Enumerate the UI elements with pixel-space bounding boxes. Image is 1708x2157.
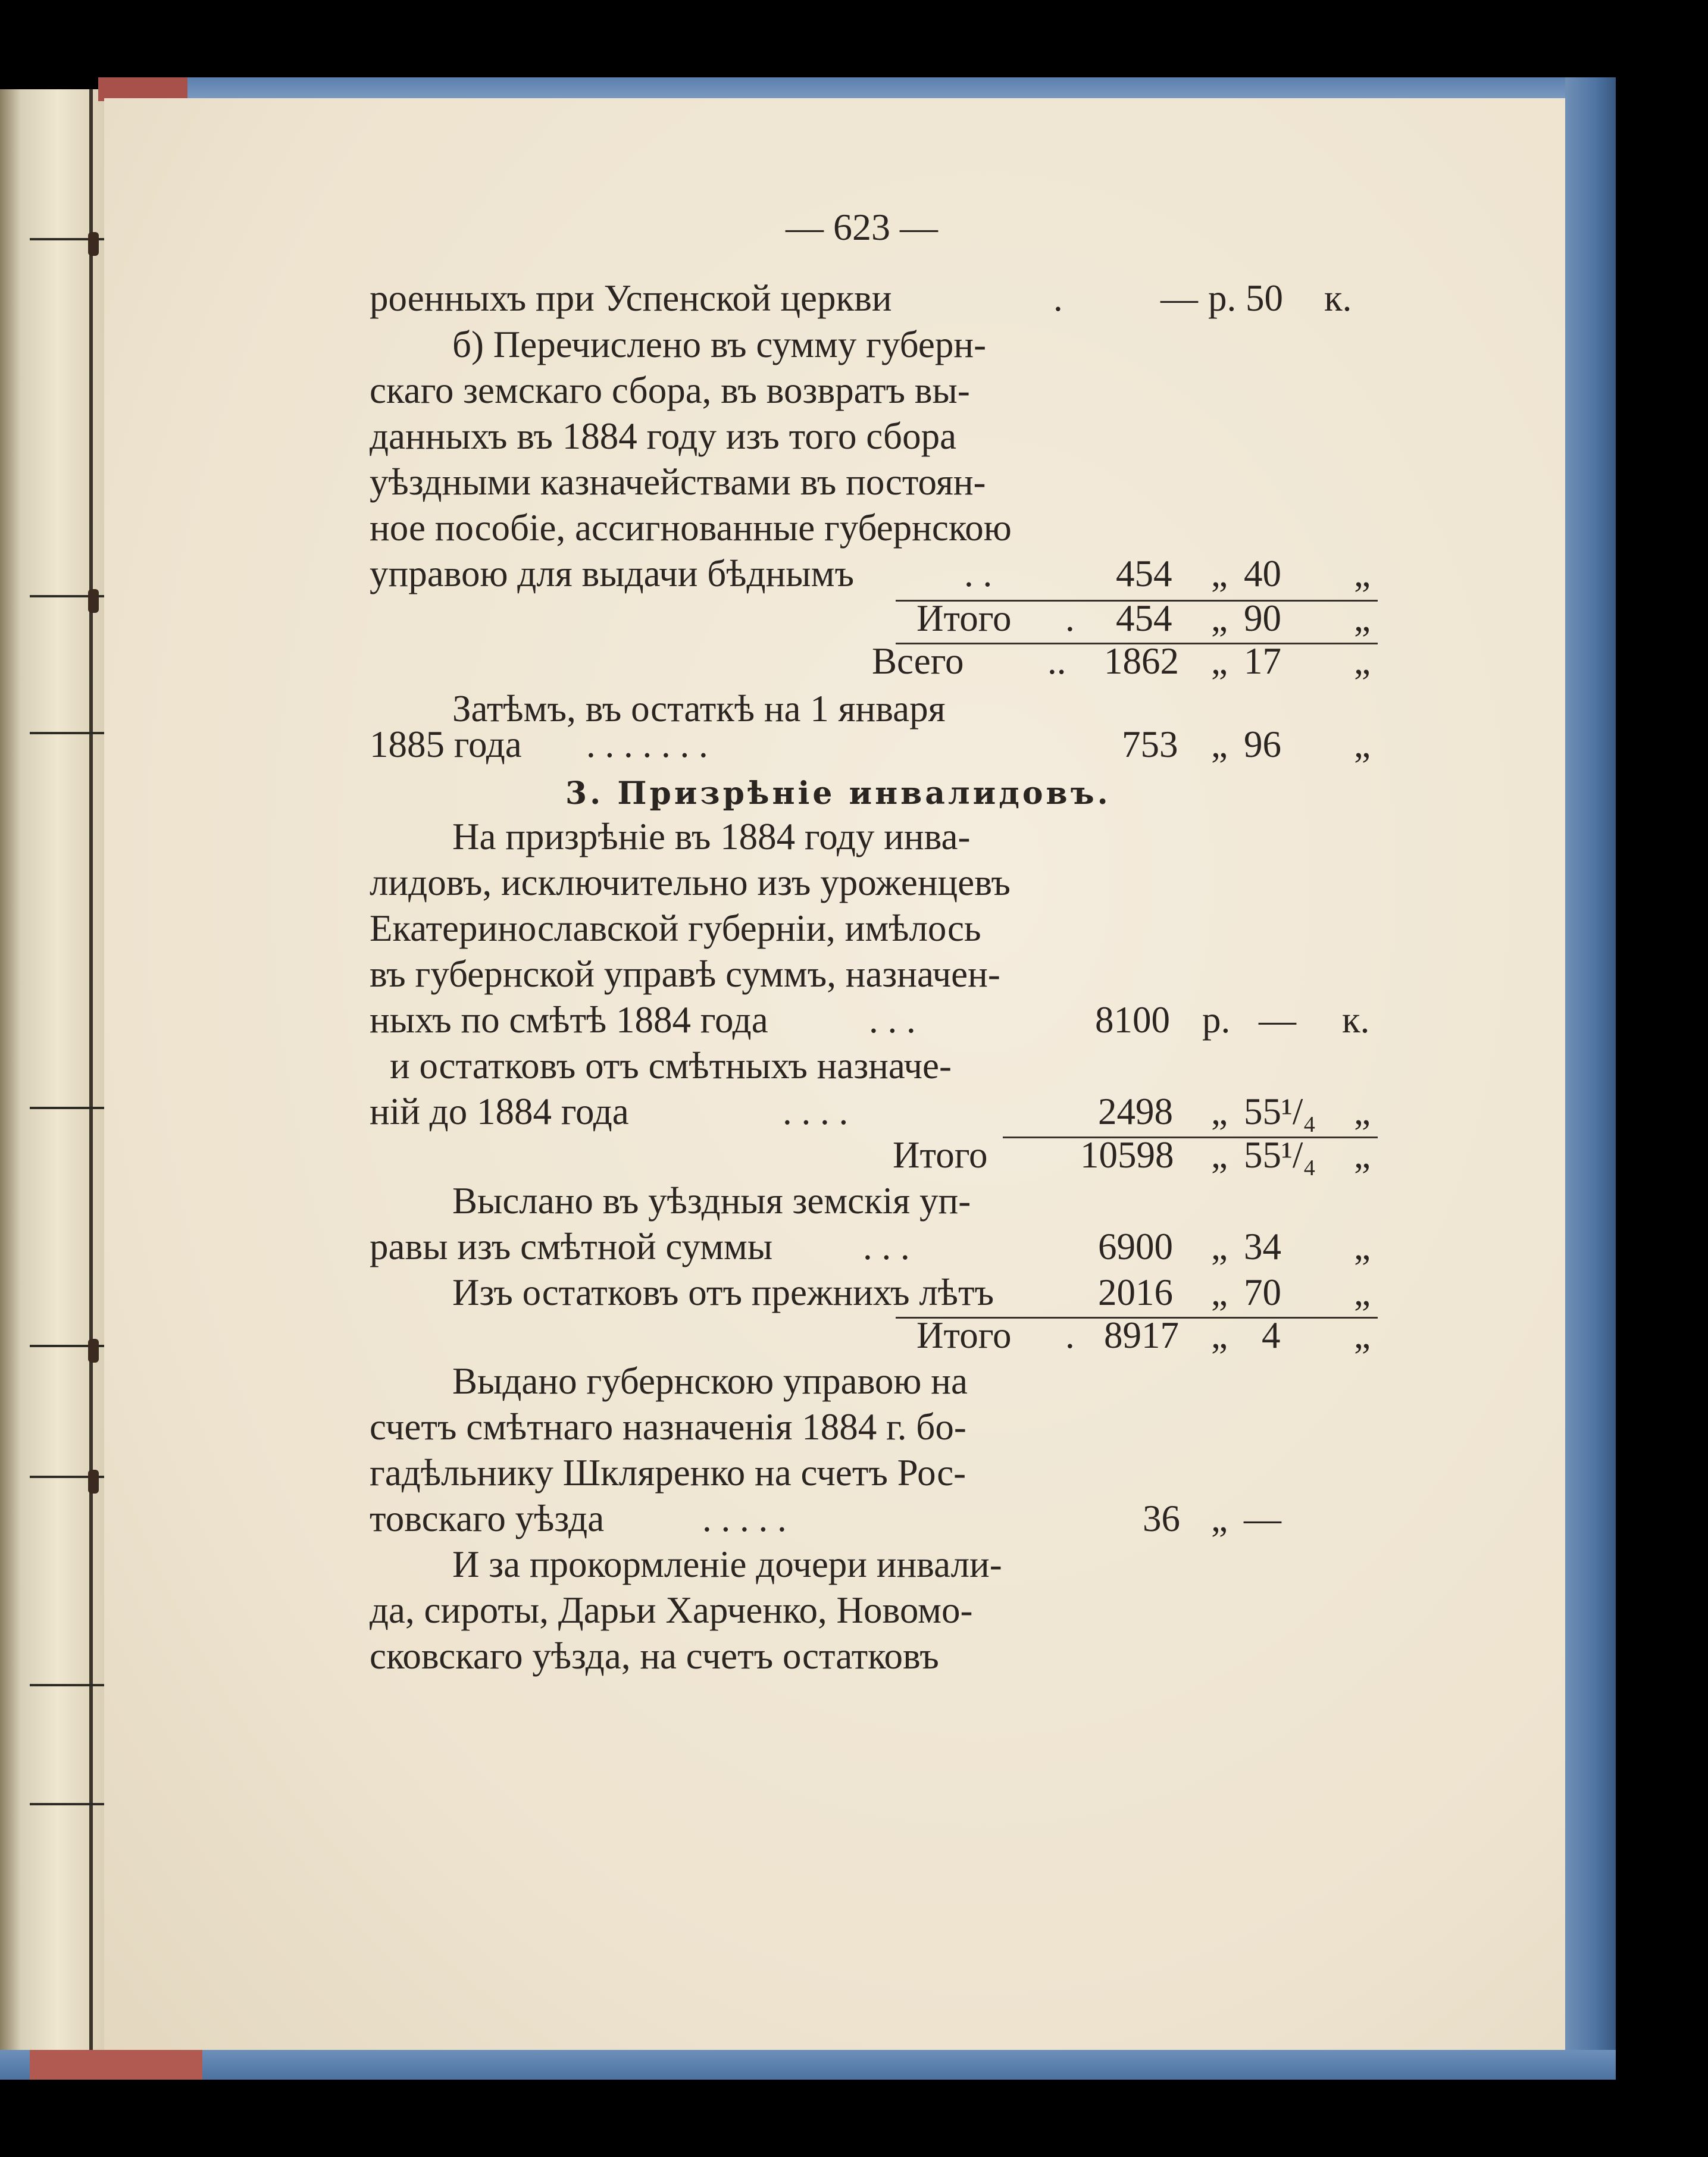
- leader-dots: . . . . . . .: [586, 724, 708, 765]
- amount-kopecks: 40: [1244, 553, 1281, 594]
- book-page: [104, 98, 1565, 2050]
- spine-fold: [89, 89, 93, 2080]
- text-line: и остатковъ отъ смѣтныхъ назначе-: [390, 1045, 952, 1087]
- ditto-mark: „: [1354, 553, 1371, 594]
- leader-dots: . . .: [863, 1226, 910, 1267]
- amount-rubles: 454: [1116, 553, 1172, 594]
- section-heading: 3. Призрѣніе инвалидовъ.: [565, 775, 1111, 812]
- currency-unit: к.: [1342, 999, 1370, 1041]
- amount-kopecks: —: [1244, 1498, 1281, 1539]
- bleed-through-text: [1384, 378, 1491, 1865]
- text-line: Екатеринославской губерніи, имѣлось: [370, 907, 981, 949]
- ditto-mark: „: [1211, 1134, 1228, 1176]
- text-line: Изъ остатковъ отъ прежнихъ лѣтъ: [452, 1272, 994, 1313]
- ditto-mark: „: [1354, 640, 1371, 682]
- amount-rubles: —: [1160, 277, 1198, 319]
- sum-rule: [1003, 1137, 1378, 1138]
- ditto-mark: „: [1211, 1314, 1228, 1356]
- amount-kopecks: —: [1259, 999, 1296, 1041]
- page-number: — 623 —: [786, 206, 938, 248]
- currency-unit: к.: [1324, 277, 1352, 319]
- text-line: данныхъ въ 1884 году изъ того сбора: [370, 415, 957, 457]
- ditto-mark: „: [1211, 724, 1228, 765]
- text-line: товскаго уѣзда: [370, 1498, 605, 1539]
- amount-kopecks: 4: [1262, 1314, 1281, 1356]
- text-line: ныхъ по смѣтѣ 1884 года: [370, 999, 768, 1041]
- leader-dots: . . . .: [783, 1091, 849, 1132]
- amount-value: р. 50: [1208, 277, 1283, 319]
- amount-rubles: 8100: [1095, 999, 1170, 1041]
- text-line: въ губернской управѣ суммъ, назначен-: [370, 953, 1000, 995]
- cover-corner: [98, 77, 187, 101]
- ditto-mark: „: [1211, 640, 1228, 682]
- binding-knot: [88, 232, 99, 256]
- text-line: гадѣльнику Шкляренко на счетъ Рос-: [370, 1452, 966, 1494]
- total-label: Итого: [916, 597, 1012, 639]
- leader-dots: .: [1065, 1314, 1075, 1356]
- binding-knot: [88, 1470, 99, 1494]
- text-line: На призрѣніе въ 1884 году инва-: [452, 816, 971, 857]
- cover-edge-bottom: [0, 2050, 1616, 2080]
- ditto-mark: „: [1211, 1091, 1228, 1132]
- amount-rubles: 2016: [1098, 1272, 1173, 1313]
- text-line: управою для выдачи бѣднымъ: [370, 553, 855, 594]
- text-line: Затѣмъ, въ остаткѣ на 1 января: [452, 688, 946, 730]
- text-line: да, сироты, Дарьи Харченко, Новомо-: [370, 1589, 973, 1631]
- amount-rubles: 2498: [1098, 1091, 1173, 1132]
- text-line: Выслано въ уѣздныя земскія уп-: [452, 1180, 971, 1222]
- text-line: лидовъ, исключительно изъ уроженцевъ: [370, 862, 1011, 903]
- text-line: счетъ смѣтнаго назначенія 1884 г. бо-: [370, 1406, 966, 1448]
- leader-dots: . . .: [869, 999, 916, 1041]
- amount-kopecks: 34: [1244, 1226, 1281, 1267]
- amount-rubles: 1862: [1104, 640, 1179, 682]
- text-line: уѣздными казначействами въ постоян-: [370, 461, 986, 503]
- leader-dots: .: [1065, 597, 1075, 639]
- ditto-mark: „: [1354, 597, 1371, 639]
- ditto-mark: „: [1211, 553, 1228, 594]
- text-line: Выдано губернскою управою на: [452, 1360, 968, 1402]
- amount-kopecks: 70: [1244, 1272, 1281, 1313]
- binding-knot: [88, 589, 99, 613]
- amount-kopecks: 96: [1244, 724, 1281, 765]
- amount-kopecks: 55¹/₄: [1244, 1091, 1316, 1132]
- text-line: 1885 года: [370, 724, 522, 765]
- book-spine-left: [0, 89, 104, 2080]
- ditto-mark: „: [1211, 597, 1228, 639]
- ditto-mark: „: [1211, 1226, 1228, 1267]
- leader-dots: . . . . .: [702, 1498, 787, 1539]
- total-label: Итого: [893, 1134, 988, 1176]
- ditto-mark: „: [1211, 1272, 1228, 1313]
- leader-dots: ..: [1047, 640, 1066, 682]
- text-line: И за прокормленіе дочери инвали-: [452, 1544, 1002, 1585]
- amount-rubles: 753: [1122, 724, 1178, 765]
- grand-total-label: Всего: [872, 640, 964, 682]
- text-line: б) Перечислено въ сумму губерн-: [452, 324, 987, 365]
- amount-rubles: 10598: [1080, 1134, 1174, 1176]
- cover-edge-top: [104, 77, 1616, 101]
- text-line: ное пособіе, ассигнованные губернскою: [370, 507, 1012, 549]
- ditto-mark: „: [1211, 1498, 1228, 1539]
- ditto-mark: „: [1354, 1091, 1371, 1132]
- binding-knot: [88, 1339, 99, 1363]
- amount-kopecks: 55¹/₄: [1244, 1134, 1316, 1176]
- cover-corner: [30, 2050, 202, 2080]
- amount-rubles: 36: [1143, 1498, 1180, 1539]
- ditto-mark: „: [1354, 1314, 1371, 1356]
- amount-rubles: 454: [1116, 597, 1172, 639]
- text-line: ній до 1884 года: [370, 1091, 629, 1132]
- leader-dots: .: [1053, 277, 1063, 319]
- amount-rubles: 6900: [1098, 1226, 1173, 1267]
- text-line: роенныхъ при Успенской церкви: [370, 277, 892, 319]
- ditto-mark: „: [1354, 724, 1371, 765]
- currency-unit: р.: [1202, 999, 1231, 1041]
- ditto-mark: „: [1354, 1134, 1371, 1176]
- text-line: равы изъ смѣтной суммы: [370, 1226, 773, 1267]
- text-line: скаго земскаго сбора, въ возвратъ вы-: [370, 370, 970, 411]
- cover-edge-right: [1565, 77, 1616, 2068]
- ditto-mark: „: [1354, 1272, 1371, 1313]
- amount-kopecks: 17: [1244, 640, 1281, 682]
- text-line: сковскаго уѣзда, на счетъ остатковъ: [370, 1635, 939, 1677]
- total-label: Итого: [916, 1314, 1012, 1356]
- leader-dots: . .: [964, 553, 993, 594]
- amount-kopecks: 90: [1244, 597, 1281, 639]
- amount-rubles: 8917: [1104, 1314, 1179, 1356]
- ditto-mark: „: [1354, 1226, 1371, 1267]
